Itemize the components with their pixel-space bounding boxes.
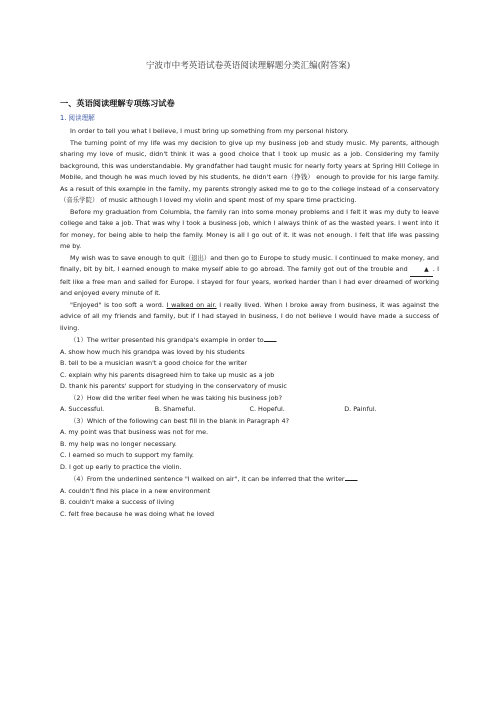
question-2-option-c: C. Hopeful. xyxy=(249,405,285,413)
paragraph-4-part-b: . I felt like a free man and sailed for Europe. I stayed for four years, worked harder than I had ever dreamed of working and enjoyed every minute of it. xyxy=(60,265,439,297)
question-1-option-d: D. thank his parents' support for studying in the conservatory of music xyxy=(60,382,287,390)
question-4-option-b: B. couldn't make a success of living xyxy=(60,498,175,506)
document-title: 宁波市中考英语试卷英语阅读理解题分类汇编(附答案) xyxy=(145,61,351,71)
question-4-option-a: A. couldn't find his place in a new environment xyxy=(60,486,211,495)
question-3-stem: （3）Which of the following can best fill in the blank in Paragraph 4? xyxy=(70,416,290,425)
answer-blank xyxy=(345,473,357,481)
underlined-sentence: I walked on air. xyxy=(166,300,217,309)
question-2-stem: （2）How did the writer feel when he was taking his business job? xyxy=(70,393,282,402)
question-2-option-d: D. Painful. xyxy=(344,405,377,413)
paragraph-5-part-b: I really lived. When I broke away from business, it was against the advice of all my friends and family, but if I had stayed in business, I do not believe I would have made a success of living. xyxy=(60,300,439,332)
paragraph-4-part-a: My wish was to save enough to quit（退出）and then go to Europe to study music. I continued to make money, and finally, bit by bit, I earned enough to make myself able to go abroad. The family got out of the trouble and xyxy=(60,253,439,273)
question-2-option-b: B. Shameful. xyxy=(154,405,196,413)
passage-body xyxy=(60,126,439,520)
question-1-option-a: A. show how much his grandpa was loved by his students xyxy=(60,347,245,356)
paragraph-5-part-a: "Enjoyed" is too soft a word. xyxy=(70,300,167,309)
paragraph-4 xyxy=(60,253,439,300)
question-2-option-a: A. Successful. xyxy=(60,405,105,413)
question-3-option-b: B. my help was no longer necessary. xyxy=(60,439,177,448)
question-3-option-c: C. I earned so much to support my family. xyxy=(60,451,194,459)
question-3-option-d: D. I got up early to practice the violin. xyxy=(60,462,182,471)
paragraph-3: Before my graduation from Columbia, the family ran into some money problems and I felt it was my duty to leave college and take a job. That was why I took a business job, which I always think of as the wasted years. I went into it for money, for being able to help the family. Money is all I go out of it. It was not enough. I felt that life was passing me by. xyxy=(60,207,439,250)
question-1-stem: （1）The writer presented his grandpa's example in order to . xyxy=(70,336,278,344)
question-4-option-c: C. felt free because he was doing what he loved xyxy=(60,509,215,518)
question-1-option-b: B. tell to be a musician wasn't a good choice for the writer xyxy=(60,359,248,367)
question-3-option-a: A. my point was that business was not for me. xyxy=(60,428,209,436)
subsection-heading xyxy=(60,112,95,122)
question-2-options xyxy=(60,404,439,416)
paragraph-2: The turning point of my life was my decision to give up my business job and study music. My parents, although sharing my love of music, didn't think it was a good choice that I took up music as a job. Considering my family background, this was understandable. My grandfather had taught music for nearly forty years at Spring Hill College in Mobile, and though he was much loved by his students, he didn't earn（挣钱） enough to provide for his large family. As a result of this example in the family, my parents strongly asked me to go to the college instead of a conservatory（音乐学院） of music although I loved my violin and spent most of my spare time practicing. xyxy=(60,138,439,204)
question-1-option-c: C. explain why his parents disagreed him to take up music as a job xyxy=(60,370,275,379)
paragraph-5 xyxy=(60,300,439,335)
subsection-label: 阅读理解 xyxy=(68,114,95,122)
fill-blank-marker: ▲ xyxy=(410,264,433,277)
paragraph-1: In order to tell you what I believe, I must bring up something from my personal history. xyxy=(70,127,349,135)
question-4-stem: （4）From the underlined sentence "I walked on air", it can be inferred that the writer . xyxy=(70,475,359,483)
section-heading: 一、英语阅读理解专项练习试卷 xyxy=(60,98,175,108)
answer-blank xyxy=(264,334,276,342)
subsection-number: 1. xyxy=(60,114,67,122)
